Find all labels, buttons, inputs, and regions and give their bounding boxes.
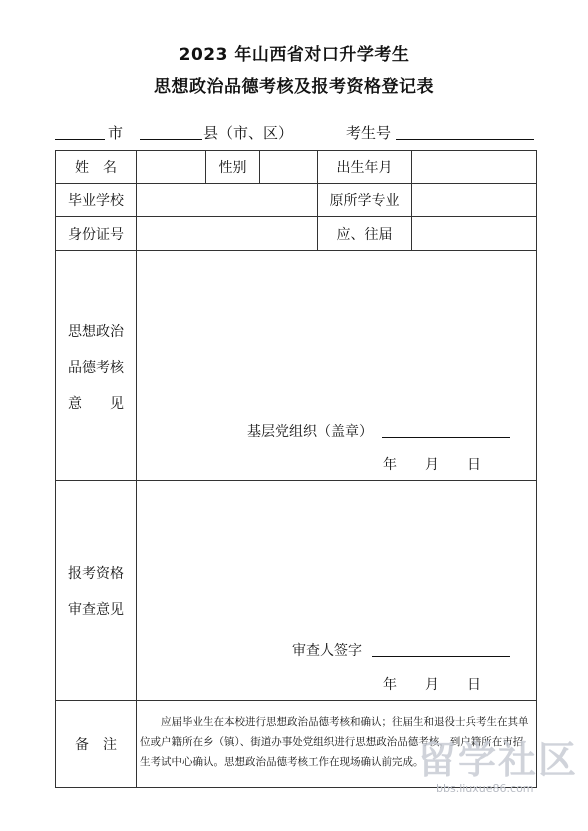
city-label: 市 [108, 124, 124, 142]
birth-label: 出生年月 [317, 150, 412, 184]
watermark-text: 留学社区 [418, 738, 579, 782]
form-title-line1: 2023 年山西省对口升学考生 [178, 45, 410, 65]
watermark-logo [418, 738, 583, 818]
major-label: 原所学专业 [317, 183, 412, 217]
form-title-line2: 思想政治品德考核及报考资格登记表 [154, 77, 434, 97]
id-label: 身份证号 [55, 216, 137, 251]
exam-no-label: 考生号 [346, 124, 392, 142]
county-blank[interactable] [140, 139, 202, 140]
political-review-opinion-area[interactable] [136, 250, 537, 481]
name-label: 姓 名 [55, 150, 137, 184]
school-label: 毕业学校 [55, 183, 137, 217]
remarks-label: 备 注 [55, 700, 137, 788]
id-field[interactable] [136, 216, 318, 251]
eligibility-review-label: 报考资格 审查意见 [68, 566, 124, 618]
political-review-label: 思想政治 品德考核 意 见 [68, 324, 124, 412]
party-org-stamp-label: 基层党组织（盖章） [247, 424, 373, 440]
party-org-stamp-blank[interactable] [382, 437, 510, 438]
name-field[interactable] [136, 150, 206, 184]
school-field[interactable] [136, 183, 318, 217]
political-review-date: 年 月 日 [383, 457, 481, 473]
watermark-url: bbs.liuxue86.com [436, 782, 534, 795]
reviewer-signature-blank[interactable] [372, 656, 510, 657]
eligibility-review-opinion-area[interactable] [136, 480, 537, 701]
gender-field[interactable] [259, 150, 318, 184]
reviewer-signature-label: 审查人签字 [292, 643, 362, 659]
grad-status-label: 应、往届 [317, 216, 412, 251]
grad-status-field[interactable] [411, 216, 537, 251]
city-blank[interactable] [55, 139, 105, 140]
gender-label: 性别 [205, 150, 260, 184]
exam-no-blank[interactable] [396, 139, 534, 140]
county-label: 县（市、区） [203, 124, 294, 142]
major-field[interactable] [411, 183, 537, 217]
birth-field[interactable] [411, 150, 537, 184]
remarks-text: 应届毕业生在本校进行思想政治品德考核和确认；往届生和退役士兵考生在其单位或户籍所在乡（镇）、街道办事处党组织进行思想政治品德考核，到户籍所在市招生考试中心确认。思想政治品德考核工作在现场确认前完成。 [140, 716, 529, 768]
eligibility-review-date: 年 月 日 [383, 677, 481, 693]
